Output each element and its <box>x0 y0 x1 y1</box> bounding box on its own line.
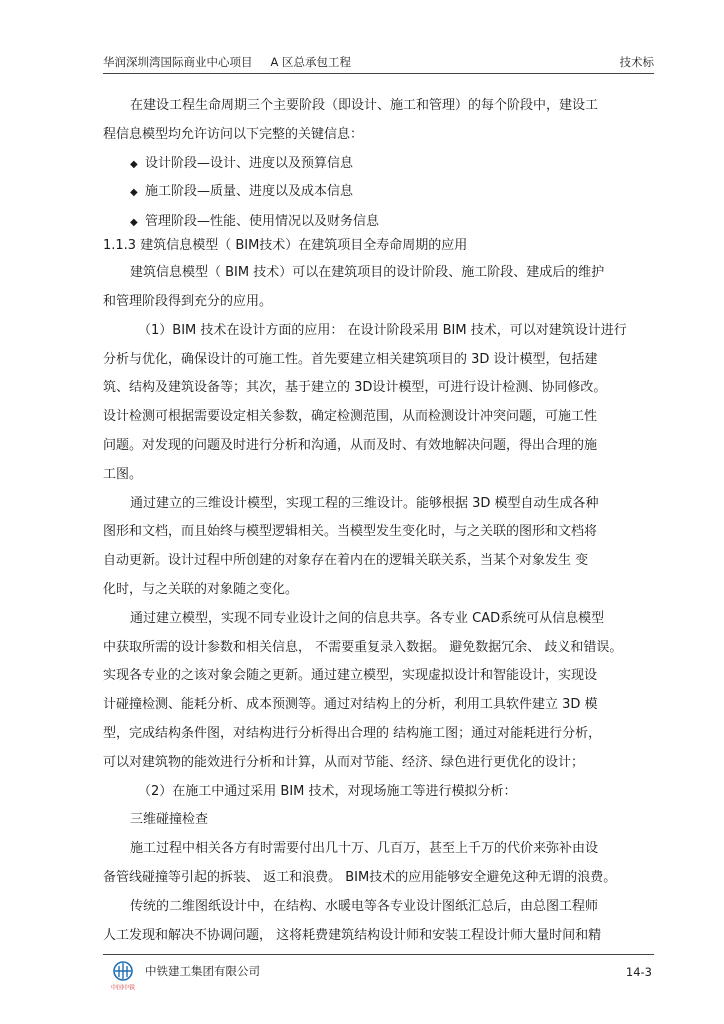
paragraph-line: 工图。 <box>103 466 143 482</box>
paragraph-line: 实现各专业的之该对象会随之更新。通过建立模型，实现虚拟设计和智能设计，实现设 <box>103 668 598 684</box>
list-item: ◆ 施工阶段—质量、进度以及成本信息 <box>103 178 654 207</box>
header-project: 华润深圳湾国际商业中心项目 <box>103 55 253 69</box>
footer-company: 中铁建工集团有限公司 <box>145 964 260 978</box>
paragraph-line: （1）BIM 技术在设计方面的应用： 在设计阶段采用 BIM 技术，可以对建筑设计进行 <box>138 322 627 338</box>
paragraph-line: 传统的二维图纸设计中，在结构、水暖电等各专业设计图纸汇总后，由总图工程师 <box>130 898 599 914</box>
paragraph-line: （2）在施工中通过采用 BIM 技术，对现场施工等进行模拟分析： <box>138 783 517 799</box>
diamond-bullet-icon: ◆ <box>130 158 138 170</box>
paragraph-line: 筑、结构及建筑设备等；其次，基于建立的 3D设计模型，可进行设计检测、协同修改。 <box>103 380 607 396</box>
paragraph-line: 图形和文档，而且始终与模型逻辑相关。当模型发生变化时，与之关联的图形和文档将 <box>103 524 598 540</box>
paragraph-line: 程信息模型均允许访问以下完整的关键信息： <box>103 126 364 142</box>
paragraph-line: 备管线碰撞等引起的拆装、 返工和浪费。 BIM技术的应用能够安全避免这种无谓的浪费。 <box>103 869 617 885</box>
diamond-bullet-icon: ◆ <box>130 187 138 199</box>
paragraph-line: 通过建立的三维设计模型，实现工程的三维设计。能够根据 3D 模型自动生成各种 <box>130 495 599 511</box>
list-item: ◆ 管理阶段—性能、使用情况以及财务信息 <box>103 211 654 232</box>
paragraph-line: 中获取所需的设计参数和相关信息， 不需要重复录入数据。 避免数据冗余、 歧义和错误。 <box>103 639 623 655</box>
paragraph-line: 通过建立模型，实现不同专业设计之间的信息共享。各专业 CAD系统可从信息模型 <box>130 610 605 626</box>
paragraph-line: 施工过程中相关各方有时需要付出几十万、几百万，甚至上千万的代价来弥补由设 <box>130 841 599 857</box>
paragraph-line: 问题。对发现的问题及时进行分析和沟通，从而及时、有效地解决问题，得出合理的施 <box>103 437 598 453</box>
paragraph-line: 分析与优化，确保设计的可施工性。首先要建立相关建筑项目的 3D 设计模型，包括建 <box>103 351 598 367</box>
logo-text: 中国中铁 <box>110 984 136 992</box>
paragraph-line: 化时，与之关联的对象随之变化。 <box>103 581 299 597</box>
header-section: A 区总承包工程 <box>270 55 352 69</box>
diamond-bullet-icon: ◆ <box>130 217 138 229</box>
page-number: 14-3 <box>625 965 652 979</box>
page-footer <box>103 958 654 994</box>
paragraph-line: 型，完成结构条件图，对结构进行分析得出合理的 结构施工图；通过对能耗进行分析， <box>103 725 602 741</box>
footer-rule <box>103 954 654 955</box>
paragraph-line: 人工发现和解决不协调问题， 这将耗费建筑结构设计师和安装工程设计师大量时间和精 <box>103 927 602 943</box>
paragraph-line: 建筑信息模型（ BIM 技术）可以在建筑项目的设计阶段、施工阶段、建成后的维护 <box>130 265 605 281</box>
paragraph-line: 计碰撞检测、能耗分析、成本预测等。通过对结构上的分析，利用工具软件建立 3D 模 <box>103 697 598 713</box>
header-rule <box>103 73 654 74</box>
subsection-heading: 三维碰撞检查 <box>130 812 209 828</box>
header-doc-type: 技术标 <box>619 55 654 69</box>
list-item: ◆ 设计阶段—设计、进度以及预算信息 <box>103 150 654 179</box>
paragraph-line: 可以对建筑物的能效进行分析和计算，从而对节能、经济、绿色进行更优化的设计； <box>103 754 585 770</box>
paragraph-line: 自动更新。设计过程中所创建的对象存在着内在的逻辑关联关系，当某个对象发生 变 <box>103 553 589 569</box>
document-body <box>103 92 654 950</box>
paragraph-line: 设计检测可根据需要设定相关参数，确定检测范围，从而检测设计冲突问题，可施工性 <box>103 409 598 425</box>
section-heading: 1.1.3 建筑信息模型（ BIM技术）在建筑项目全寿命周期的应用 <box>103 238 468 254</box>
paragraph-line: 和管理阶段得到充分的应用。 <box>103 293 273 309</box>
company-logo-icon <box>107 960 139 992</box>
page-header <box>103 52 654 72</box>
paragraph-line: 在建设工程生命周期三个主要阶段（即设计、施工和管理）的每个阶段中，建设工 <box>130 98 599 113</box>
